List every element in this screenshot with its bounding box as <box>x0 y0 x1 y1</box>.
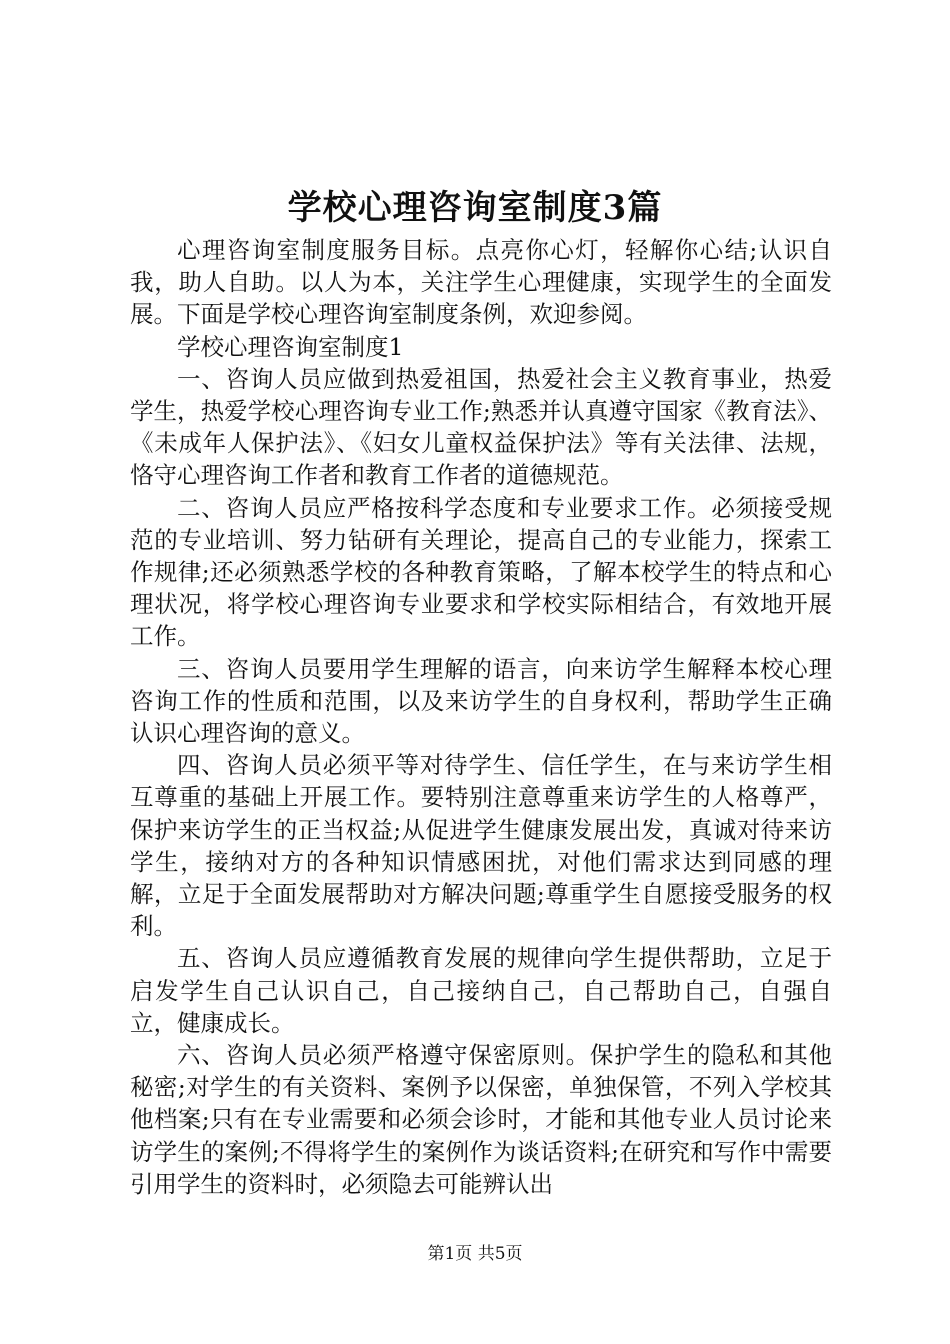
rule-paragraph-1: 一、咨询人员应做到热爱祖国，热爱社会主义教育事业，热爱学生，热爱学校心理咨询专业工作;熟悉并认真遵守国家《教育法》、《未成年人保护法》、《妇女儿童权益保护法》等有关法律、法规，恪守心理咨询工作者和教育工作者的道德规范。 <box>130 364 832 490</box>
rule-paragraph-3: 三、咨询人员要用学生理解的语言，向来访学生解释本校心理咨询工作的性质和范围，以及来访学生的自身权利，帮助学生正确认识心理咨询的意义。 <box>130 654 832 748</box>
rule-paragraph-6: 六、咨询人员必须严格遵守保密原则。保护学生的隐私和其他秘密;对学生的有关资料、案例予以保密，单独保管，不列入学校其他档案;只有在专业需要和必须会诊时，才能和其他专业人员讨论来访学生的案例;不得将学生的案例作为谈话资料;在研究和写作中需要引用学生的资料时，必须隐去可能辨认出 <box>130 1041 832 1198</box>
rule-paragraph-4: 四、咨询人员必须平等对待学生、信任学生，在与来访学生相互尊重的基础上开展工作。要特别注意尊重来访学生的人格尊严，保护来访学生的正当权益;从促进学生健康发展出发，真诚对待来访学生，接纳对方的各种知识情感困扰，对他们需求达到同感的理解，立足于全面发展帮助对方解决问题;尊重学生自愿接受服务的权利。 <box>130 751 832 941</box>
intro-paragraph: 心理咨询室制度服务目标。点亮你心灯，轻解你心结;认识自我，助人自助。以人为本，关注学生心理健康，实现学生的全面发展。下面是学校心理咨询室制度条例，欢迎参阅。 <box>130 236 832 329</box>
section-heading: 学校心理咨询室制度1 <box>177 332 404 361</box>
document-body <box>130 234 832 1200</box>
rule-paragraph-5: 五、咨询人员应遵循教育发展的规律向学生提供帮助，立足于启发学生自己认识自己，自己接纳自己，自己帮助自己，自强自立，健康成长。 <box>130 944 832 1037</box>
document-title: 学校心理咨询室制度3篇 <box>287 188 663 228</box>
page-number-footer: 第1页 共5页 <box>427 1244 523 1264</box>
rule-paragraph-2: 二、咨询人员应严格按科学态度和专业要求工作。必须接受规范的专业培训、努力钻研有关理论，提高自己的专业能力，探索工作规律;还必须熟悉学校的各种教育策略，了解本校学生的特点和心理状况，将学校心理咨询专业要求和学校实际相结合，有效地开展工作。 <box>130 493 832 651</box>
